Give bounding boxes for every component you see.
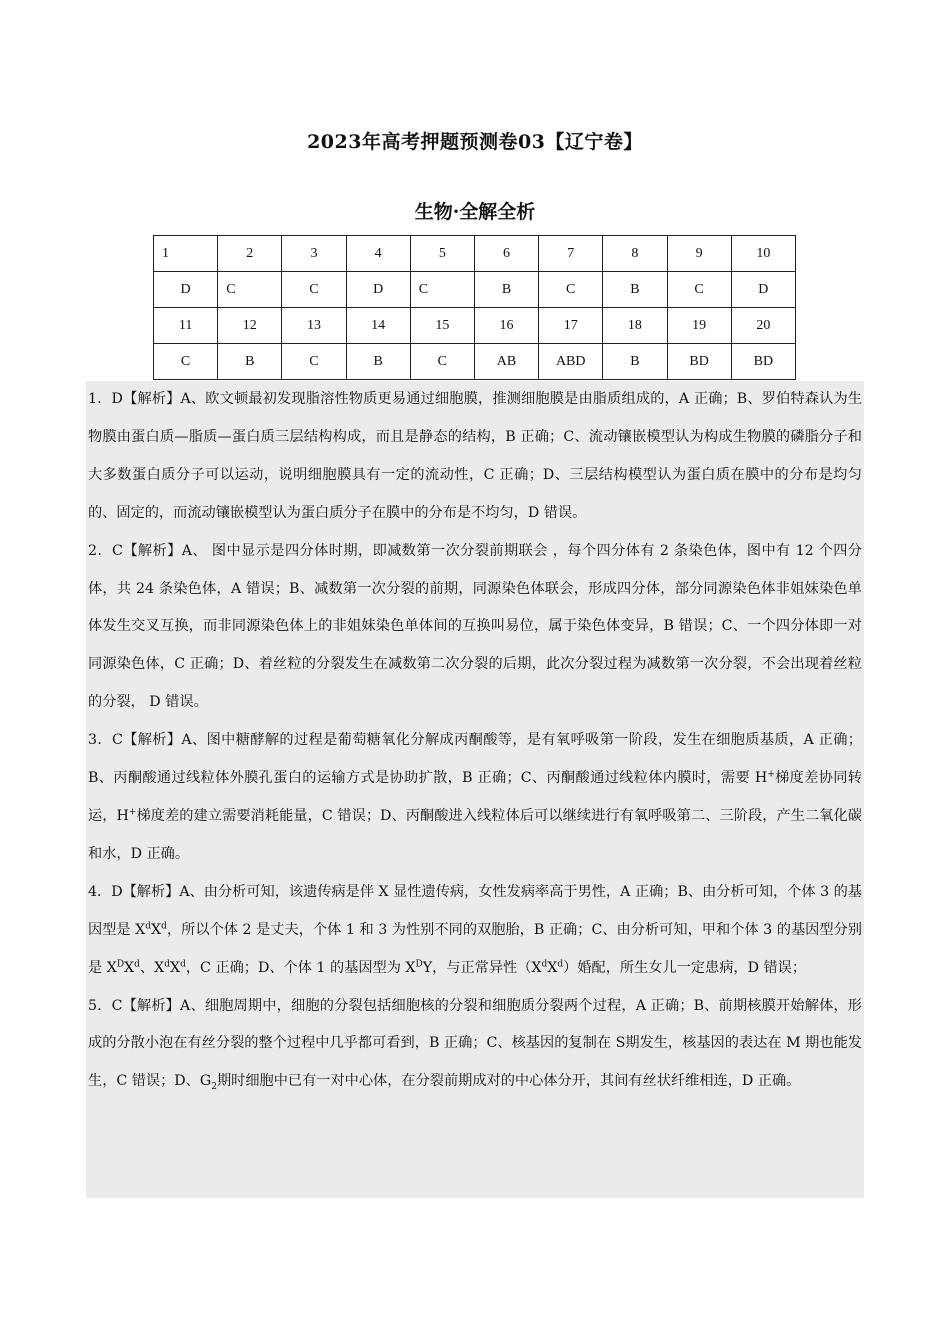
table-cell: D <box>154 272 218 308</box>
table-cell: 15 <box>410 308 474 344</box>
q4-line: （X <box>517 959 542 976</box>
table-cell: 11 <box>154 308 218 344</box>
q4-line: 4．D【解析】A、由分析可知，该遗传病是伴 X 显性遗传病，女性发病率高于男性，A 正确；B、由分析 <box>88 883 745 900</box>
table-cell: 2 <box>218 236 282 272</box>
superscript: + <box>767 769 775 780</box>
table-cell: 7 <box>539 236 603 272</box>
q3-line: 梯度差协同转运，H <box>88 770 862 824</box>
table-cell: C <box>539 272 603 308</box>
superscript: d <box>557 958 564 969</box>
table-cell: C <box>667 272 731 308</box>
analysis-q1 <box>86 381 864 533</box>
table-cell: 8 <box>603 236 667 272</box>
q3-line: 梯度差的建立需要消耗能量，C 错误；D、丙酮酸进入线粒体后可以 <box>136 807 563 824</box>
answer-table <box>153 235 796 380</box>
subscript: 2 <box>211 1082 217 1093</box>
table-cell: 20 <box>731 308 795 344</box>
q5-line: 核膜开始解体，形成的分散小泡在有丝分裂的整个过程中几乎都可看到，B 正确；C、核基因的复制在 S <box>88 997 862 1052</box>
q2-line: 2．C【解析】A、 图中显示是四分体时期，即减数第一次分裂前期联会 ，每个四分体有 2 条染色体，图 <box>88 542 762 559</box>
superscript: d <box>145 920 152 931</box>
table-cell: 4 <box>346 236 410 272</box>
superscript: D <box>116 958 125 969</box>
q4-line: Y，与正常异性 <box>422 959 518 976</box>
table-cell: B <box>218 344 282 380</box>
q5-line: 期时细胞中已有一对中心体，在分裂前期成对的 <box>216 1073 515 1090</box>
q4-line: X <box>547 959 558 976</box>
answer-table-row <box>154 272 796 308</box>
table-cell: 14 <box>346 308 410 344</box>
table-cell: B <box>474 272 538 308</box>
analysis-q3 <box>86 722 864 874</box>
analysis-q2 <box>86 533 864 723</box>
superscript: d <box>161 920 167 931</box>
superscript: d <box>541 958 548 969</box>
q4-line: ，C 正确；D、个体 1 的基因型为 X <box>185 959 416 976</box>
q5-line: 中心体分开，其间有丝状纤维相连，D 正确。 <box>514 1073 801 1090</box>
answer-table-row <box>154 344 796 380</box>
q4-line: 可知，甲和个体 3 的基因型分别是 X <box>88 921 862 976</box>
q2-line: 于染色体变异，B 错误；C、一个四分体即一对同源染色体，C 正确；D、着丝粒的分裂发生在减数第二次 <box>88 618 862 673</box>
q4-line: X <box>169 959 181 976</box>
table-cell: 3 <box>282 236 346 272</box>
superscript: D <box>415 958 423 969</box>
superscript: + <box>128 807 137 818</box>
q4-line: ）婚配，所生女儿一定患病，D 错误； <box>563 959 807 976</box>
superscript: d <box>134 958 140 969</box>
answer-table-row <box>154 308 796 344</box>
table-cell: D <box>731 272 795 308</box>
q2-line: 中有 12 个四分体，共 24 条染色体，A 错误；B、减数第一次分裂的前期，同源染色体联会，形成四分体， <box>88 542 862 597</box>
table-cell: 9 <box>667 236 731 272</box>
table-cell: BD <box>667 344 731 380</box>
q4-line: ，所以个体 2 是丈夫，个体 1 和 3 为性别不同的双胞胎，B 正确；C、由分析 <box>166 921 660 938</box>
q4-line: 、X <box>139 959 165 976</box>
table-cell: C <box>218 272 282 308</box>
table-cell: 1 <box>154 236 218 272</box>
table-cell: C <box>154 344 218 380</box>
q2-line: 部分同源染色体非姐妹染色单体发生交叉互换，而非同源染色体上的非姐妹染色单体间的互换叫易位，属 <box>88 580 862 635</box>
page-subtitle: 生物·全解全析 <box>414 201 536 223</box>
q3-line: 3．C【解析】A、图中糖酵解的过程是葡萄糖氧化分解成丙酮酸等，是有氧呼吸第一阶段，发生在细胞质 <box>88 732 760 749</box>
table-cell: BD <box>731 344 795 380</box>
table-cell: C <box>282 344 346 380</box>
page-title: 2023年高考押题预测卷03【辽宁卷】 <box>307 131 643 153</box>
analysis-q4 <box>86 874 864 988</box>
q1-line: 分布是不均匀，D 错误。 <box>428 504 587 521</box>
q3-line: 内膜时，需要 H <box>662 770 768 787</box>
table-cell: ABD <box>539 344 603 380</box>
table-cell: 10 <box>731 236 795 272</box>
answer-table-row <box>154 236 796 272</box>
q1-line: 1．D【解析】A、欧文顿最初发现脂溶性物质更易通过细胞膜，推测细胞膜是由脂质组成的，A 正确； <box>88 391 737 407</box>
table-cell: 12 <box>218 308 282 344</box>
table-cell: 19 <box>667 308 731 344</box>
table-cell: 6 <box>474 236 538 272</box>
table-cell: C <box>410 272 474 308</box>
table-cell: AB <box>474 344 538 380</box>
table-cell: B <box>603 272 667 308</box>
table-cell: B <box>603 344 667 380</box>
analysis-q5 <box>86 988 864 1102</box>
q3-line: 基质，A 正确；B、丙酮酸通过线粒体外膜孔蛋白的运输方式是协助扩散，B 正确；C、丙酮酸通过线粒体 <box>88 732 862 787</box>
q2-line: 分裂的后期，此次分裂过程为减数第一次分裂，不会出现着丝粒的分裂， D 错误。 <box>88 656 862 711</box>
q4-line: X <box>124 959 135 976</box>
q1-line: D、三层结构模型认为蛋白质在膜中的分布是均匀的、固定的，而流动镶嵌模型认为蛋白质分子在膜中的 <box>88 466 862 521</box>
q4-line: X <box>151 921 162 938</box>
table-cell: C <box>282 272 346 308</box>
table-cell: D <box>346 272 410 308</box>
q5-line: 5．C【解析】A、细胞周期中，细胞的分裂包括细胞核的分裂和细胞质分裂两个过程，A 正确；B、前期 <box>88 997 748 1014</box>
q1-line: B、罗伯特森认为生物膜由蛋白质—脂质—蛋白质三层结构构成，而且是静态的结构，B 正确；C、流动镶 <box>88 391 863 445</box>
table-cell: 16 <box>474 308 538 344</box>
table-cell: B <box>346 344 410 380</box>
table-cell: 5 <box>410 236 474 272</box>
table-cell: 13 <box>282 308 346 344</box>
superscript: d <box>180 958 186 969</box>
superscript: d <box>164 958 170 969</box>
table-cell: C <box>410 344 474 380</box>
q3-line: 继续进行有氧呼吸第二、三阶段，产生二氧化碳和水，D 正确。 <box>88 807 862 862</box>
q1-line: 嵌模型认为构成生物膜的磷脂分子和大多数蛋白质分子可以运动，说明细胞膜具有一定的流动性，C 正确； <box>88 428 862 483</box>
analysis-section <box>86 381 864 1198</box>
table-cell: 18 <box>603 308 667 344</box>
q5-line: 期发生，核基因的表达在 M 期也能发生，C 错误；D、G <box>88 1035 862 1090</box>
table-cell: 17 <box>539 308 603 344</box>
q4-line: 可知，个体 3 的基因型是 X <box>88 883 862 938</box>
